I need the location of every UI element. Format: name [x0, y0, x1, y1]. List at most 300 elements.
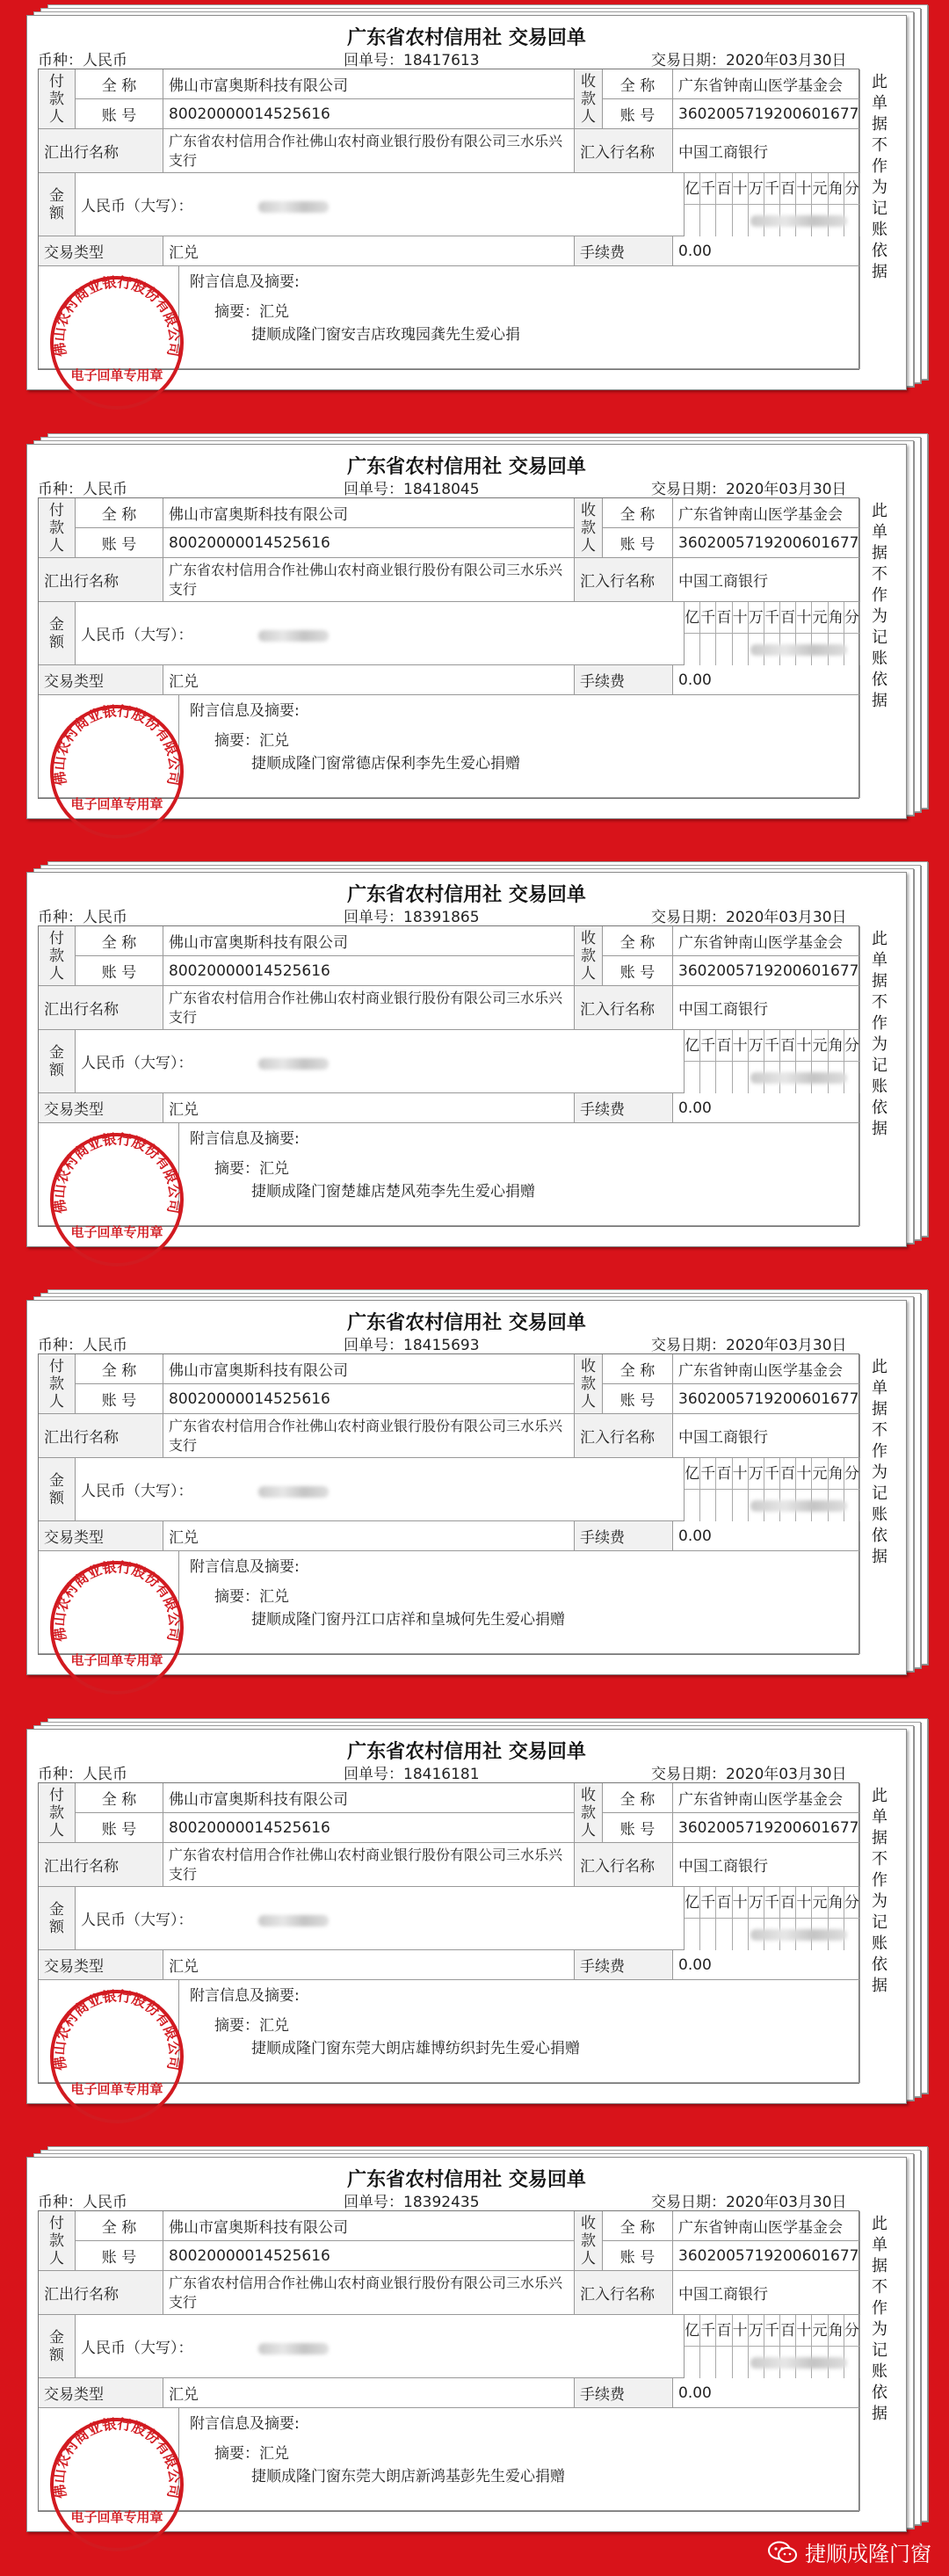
- trade-type-label: 交易类型: [39, 1093, 163, 1123]
- payer-account: 80020000014525616: [163, 1384, 575, 1414]
- payer-label-char: 付: [49, 2214, 64, 2232]
- payer-label-char: 付: [49, 72, 64, 91]
- svg-text:佛山农村商业银行股份有限公司: [51, 1130, 184, 1215]
- payee-name-label: 全 称: [603, 926, 673, 956]
- digit-header: 分: [844, 173, 860, 205]
- bank-seal-icon: [47, 1129, 187, 1270]
- payer-label-char: 款: [49, 90, 64, 108]
- receipt-number: 回单号：18417613: [344, 52, 480, 69]
- fee: 0.00: [673, 236, 860, 266]
- digit-header: 千: [764, 1030, 780, 1062]
- side-note: [862, 69, 897, 370]
- payer-name-label: 全 称: [76, 926, 163, 956]
- digit-header: 角: [829, 2315, 844, 2347]
- fee-label: 手续费: [575, 2378, 673, 2408]
- digit-header: 十: [733, 1030, 749, 1062]
- payee-name-label: 全 称: [603, 1354, 673, 1384]
- amount-label-char: 额: [49, 1918, 64, 1936]
- amount-label-char: 额: [49, 1489, 64, 1507]
- memo-text: 捷顺成隆门窗东莞大朗店雄博纺织封先生爱心捐赠: [251, 2040, 580, 2057]
- digit-header: 十: [796, 602, 812, 634]
- remit-bank-label: 汇出行名称: [39, 558, 163, 602]
- digit-header: 十: [733, 602, 749, 634]
- memo-summary: 摘要：汇兑: [214, 2017, 289, 2035]
- payee-label-char: 人: [581, 1821, 596, 1839]
- seal-ring-text: 佛山农村商业银行股份有限公司: [50, 273, 184, 359]
- digit-header: 元: [812, 1030, 828, 1062]
- receive-bank: 中国工商银行: [673, 986, 860, 1030]
- payer-label-char: 款: [49, 519, 64, 537]
- currency: 币种：人民币: [38, 52, 127, 69]
- payer-name: 佛山市富奥斯科技有限公司: [163, 69, 575, 99]
- payee-label-char: 款: [581, 1375, 596, 1393]
- digit-header: 万: [749, 1030, 764, 1062]
- watermark-text: 捷顺成隆门窗: [805, 2542, 931, 2566]
- remit-bank: 广东省农村信用合作社佛山农村商业银行股份有限公司三水乐兴支行: [163, 1843, 575, 1887]
- fee: 0.00: [673, 1950, 860, 1980]
- side-note: [862, 497, 897, 799]
- memo-label: 附言信息及摘要:: [190, 1987, 300, 2005]
- fee: 0.00: [673, 2378, 860, 2408]
- digit-cell: [685, 1919, 700, 1950]
- payer-name-label: 全 称: [76, 1354, 163, 1384]
- seal-bottom-text: 电子回单专用章: [70, 1652, 163, 1668]
- redacted-amount-digits: [750, 2357, 847, 2369]
- digit-header: 百: [780, 173, 796, 205]
- payee-label-char: 款: [581, 519, 596, 537]
- wechat-icon: [768, 2541, 798, 2564]
- side-note-char: 据: [872, 1120, 887, 1138]
- trade-type: 汇兑: [163, 1950, 575, 1980]
- side-note-char: 据: [872, 2257, 887, 2275]
- fee-label: 手续费: [575, 1521, 673, 1551]
- memo-label: 附言信息及摘要:: [190, 1558, 300, 1576]
- digit-cell: [700, 2347, 716, 2378]
- side-note-char: 不: [872, 565, 887, 584]
- receipt: [26, 1289, 914, 1673]
- memo-label: 附言信息及摘要:: [190, 1130, 300, 1148]
- seal-bottom-text: 电子回单专用章: [70, 2509, 163, 2525]
- digit-header: 十: [796, 1458, 812, 1490]
- remit-bank-label: 汇出行名称: [39, 1414, 163, 1458]
- trade-date: 交易日期：2020年03月30日: [651, 909, 847, 926]
- fee-label: 手续费: [575, 1093, 673, 1123]
- side-note-char: 单: [872, 1379, 887, 1397]
- payer-account: 80020000014525616: [163, 956, 575, 986]
- receive-bank: 中国工商银行: [673, 2271, 860, 2315]
- payer-label: [39, 2211, 76, 2271]
- side-note-char: 依: [872, 1956, 887, 1974]
- payer-label: [39, 498, 76, 558]
- side-note-char: 此: [872, 1787, 887, 1805]
- side-note-char: 据: [872, 2405, 887, 2423]
- receipt: [26, 2146, 914, 2530]
- bank-seal-icon: [47, 2414, 187, 2555]
- trade-type: 汇兑: [163, 1521, 575, 1551]
- payee-account: 3602005719200601677: [673, 1384, 860, 1414]
- side-note-char: 此: [872, 1358, 887, 1376]
- side-note-char: 记: [872, 628, 887, 647]
- digit-header: 千: [700, 173, 716, 205]
- digit-header: 百: [716, 173, 732, 205]
- remit-bank: 广东省农村信用合作社佛山农村商业银行股份有限公司三水乐兴支行: [163, 558, 575, 602]
- amount-words: 人民币（大写）：: [76, 2315, 685, 2378]
- digit-header: 元: [812, 602, 828, 634]
- payer-account: 80020000014525616: [163, 1813, 575, 1843]
- amount-label: [39, 173, 76, 236]
- amount-label: [39, 2315, 76, 2378]
- digit-header: 亿: [685, 1030, 700, 1062]
- payee-label-char: 款: [581, 947, 596, 965]
- amount-label-char: 金: [49, 2328, 64, 2347]
- receipt: [26, 433, 914, 817]
- receipt-number: 回单号：18392435: [344, 2194, 480, 2211]
- digit-cell: [700, 634, 716, 665]
- remit-bank: 广东省农村信用合作社佛山农村商业银行股份有限公司三水乐兴支行: [163, 2271, 575, 2315]
- digit-cell: [733, 1919, 749, 1950]
- trade-date: 交易日期：2020年03月30日: [651, 1766, 847, 1783]
- side-note-char: 不: [872, 1850, 887, 1869]
- payee-label-char: 收: [581, 72, 596, 91]
- receipt-sheet: [26, 872, 907, 1247]
- remit-bank: 广东省农村信用合作社佛山农村商业银行股份有限公司三水乐兴支行: [163, 1414, 575, 1458]
- digit-header: 亿: [685, 2315, 700, 2347]
- payer-label-char: 人: [49, 1392, 64, 1411]
- digit-header: 百: [780, 1030, 796, 1062]
- payee-label-char: 款: [581, 90, 596, 108]
- payer-name-label: 全 称: [76, 498, 163, 528]
- digit-header: 十: [796, 1030, 812, 1062]
- side-note-char: 为: [872, 1892, 887, 1911]
- digit-header: 十: [733, 2315, 749, 2347]
- side-note-char: 据: [872, 544, 887, 562]
- payee-account-label: 账 号: [603, 2241, 673, 2271]
- side-note-char: 依: [872, 1099, 887, 1117]
- side-note-char: 为: [872, 1035, 887, 1054]
- remit-bank: 广东省农村信用合作社佛山农村商业银行股份有限公司三水乐兴支行: [163, 129, 575, 173]
- digit-cell: [685, 2347, 700, 2378]
- side-note-char: 单: [872, 94, 887, 112]
- digit-header: 千: [764, 1458, 780, 1490]
- side-note-char: 不: [872, 136, 887, 155]
- side-note-char: 不: [872, 2278, 887, 2297]
- svg-text:佛山农村商业银行股份有限公司: [51, 702, 184, 787]
- seal-ring-text: 佛山农村商业银行股份有限公司: [50, 1130, 184, 1215]
- remit-bank-label: 汇出行名称: [39, 2271, 163, 2315]
- side-note-char: 账: [872, 649, 887, 668]
- payer-account-label: 账 号: [76, 956, 163, 986]
- side-note-char: 作: [872, 1442, 887, 1461]
- redacted-amount-digits: [750, 1500, 847, 1512]
- side-note-char: 记: [872, 2341, 887, 2360]
- payee-account-label: 账 号: [603, 956, 673, 986]
- payer-account: 80020000014525616: [163, 99, 575, 129]
- fee-label: 手续费: [575, 665, 673, 695]
- side-note-char: 记: [872, 1913, 887, 1932]
- amount-words: 人民币（大写）：: [76, 1887, 685, 1950]
- payee-label-char: 收: [581, 501, 596, 519]
- payee-account-label: 账 号: [603, 528, 673, 558]
- digit-header: 百: [780, 2315, 796, 2347]
- receive-bank: 中国工商银行: [673, 1843, 860, 1887]
- trade-type: 汇兑: [163, 2378, 575, 2408]
- payee-name: 广东省钟南山医学基金会: [673, 498, 860, 528]
- digit-header: 百: [716, 1458, 732, 1490]
- digit-header: 分: [844, 2315, 860, 2347]
- side-note-char: 记: [872, 200, 887, 218]
- payer-label-char: 付: [49, 1357, 64, 1375]
- digit-header: 角: [829, 1887, 844, 1919]
- payee-label-char: 人: [581, 2249, 596, 2268]
- amount-words: 人民币（大写）：: [76, 602, 685, 665]
- amount-label: [39, 1887, 76, 1950]
- trade-type: 汇兑: [163, 665, 575, 695]
- payee-label: [575, 926, 603, 986]
- payee-name-label: 全 称: [603, 1783, 673, 1813]
- fee-label: 手续费: [575, 236, 673, 266]
- receipt-number: 回单号：18415693: [344, 1337, 480, 1354]
- amount-label-char: 金: [49, 1043, 64, 1062]
- payer-name: 佛山市富奥斯科技有限公司: [163, 498, 575, 528]
- digit-cell: [733, 634, 749, 665]
- payer-account-label: 账 号: [76, 2241, 163, 2271]
- payee-label-char: 人: [581, 107, 596, 126]
- payee-account-label: 账 号: [603, 1384, 673, 1414]
- payee-label-char: 款: [581, 1803, 596, 1822]
- digit-cell: [685, 634, 700, 665]
- payer-label-char: 人: [49, 536, 64, 555]
- watermark: [768, 2536, 931, 2567]
- memo-text: 捷顺成隆门窗东莞大朗店新鸿基彭先生爱心捐赠: [251, 2468, 565, 2485]
- amount-label-char: 额: [49, 1061, 64, 1079]
- amount-words: 人民币（大写）：: [76, 1458, 685, 1521]
- payer-label: [39, 69, 76, 129]
- digit-header: 百: [716, 1887, 732, 1919]
- payee-label-char: 人: [581, 536, 596, 555]
- payer-account-label: 账 号: [76, 1813, 163, 1843]
- digit-cell: [685, 1490, 700, 1521]
- payee-label-char: 人: [581, 1392, 596, 1411]
- side-note-char: 为: [872, 178, 887, 197]
- redacted-amount-words: [258, 1915, 329, 1927]
- currency: 币种：人民币: [38, 1337, 127, 1354]
- digit-cell: [716, 634, 732, 665]
- digit-header: 角: [829, 173, 844, 205]
- payer-name-label: 全 称: [76, 1783, 163, 1813]
- payee-name: 广东省钟南山医学基金会: [673, 926, 860, 956]
- digit-cell: [733, 1062, 749, 1093]
- digit-cell: [716, 2347, 732, 2378]
- trade-type-label: 交易类型: [39, 236, 163, 266]
- digit-header: 元: [812, 1887, 828, 1919]
- side-note-char: 此: [872, 2215, 887, 2233]
- amount-label-char: 金: [49, 1471, 64, 1490]
- receipt-sheet: [26, 2157, 907, 2532]
- digit-header: 十: [796, 1887, 812, 1919]
- memo-label: 附言信息及摘要:: [190, 2415, 300, 2433]
- amount-words: 人民币（大写）：: [76, 173, 685, 236]
- side-note-char: 账: [872, 1506, 887, 1524]
- receive-bank-label: 汇入行名称: [575, 1414, 673, 1458]
- amount-label-char: 金: [49, 615, 64, 634]
- amount-label-char: 额: [49, 204, 64, 222]
- side-note: [862, 1782, 897, 2084]
- digit-header: 百: [780, 1887, 796, 1919]
- digit-header: 千: [700, 1458, 716, 1490]
- digit-header: 百: [716, 602, 732, 634]
- redacted-amount-digits: [750, 1929, 847, 1941]
- payer-account-label: 账 号: [76, 99, 163, 129]
- amount-label-char: 额: [49, 633, 64, 651]
- payer-label-char: 款: [49, 1375, 64, 1393]
- seal-bottom-text: 电子回单专用章: [70, 1224, 163, 1240]
- digit-header: 万: [749, 1887, 764, 1919]
- receipt-title: 广东省农村信用社 交易回单: [347, 456, 586, 478]
- payer-name: 佛山市富奥斯科技有限公司: [163, 926, 575, 956]
- digit-header: 亿: [685, 602, 700, 634]
- side-note-char: 据: [872, 263, 887, 281]
- digit-header: 百: [780, 1458, 796, 1490]
- bank-seal-icon: [47, 1557, 187, 1698]
- fee: 0.00: [673, 665, 860, 695]
- remit-bank: 广东省农村信用合作社佛山农村商业银行股份有限公司三水乐兴支行: [163, 986, 575, 1030]
- currency: 币种：人民币: [38, 909, 127, 926]
- currency: 币种：人民币: [38, 1766, 127, 1783]
- digit-header: 百: [716, 2315, 732, 2347]
- side-note-char: 此: [872, 73, 887, 91]
- digit-header: 千: [764, 1887, 780, 1919]
- memo-summary: 摘要：汇兑: [214, 1588, 289, 1606]
- side-note-char: 不: [872, 993, 887, 1012]
- side-note-char: 据: [872, 1977, 887, 1995]
- digit-cell: [716, 1062, 732, 1093]
- side-note-char: 作: [872, 157, 887, 176]
- payee-name-label: 全 称: [603, 498, 673, 528]
- side-note-char: 作: [872, 586, 887, 605]
- amount-words: 人民币（大写）：: [76, 1030, 685, 1093]
- svg-text:佛山农村商业银行股份有限公司: [51, 2415, 184, 2500]
- payee-name: 广东省钟南山医学基金会: [673, 1354, 860, 1384]
- digit-header: 分: [844, 602, 860, 634]
- amount-label-char: 金: [49, 186, 64, 205]
- currency: 币种：人民币: [38, 481, 127, 498]
- payer-label-char: 付: [49, 501, 64, 519]
- digit-header: 角: [829, 602, 844, 634]
- digit-header: 十: [733, 1458, 749, 1490]
- receipt-title: 广东省农村信用社 交易回单: [347, 1312, 586, 1334]
- receipt: [26, 4, 914, 388]
- receipt: [26, 861, 914, 1245]
- digit-header: 千: [700, 2315, 716, 2347]
- receive-bank: 中国工商银行: [673, 129, 860, 173]
- payer-label: [39, 926, 76, 986]
- digit-header: 万: [749, 602, 764, 634]
- payer-label: [39, 1783, 76, 1843]
- digit-cell: [716, 1490, 732, 1521]
- payer-label-char: 付: [49, 929, 64, 947]
- side-note-char: 账: [872, 2362, 887, 2381]
- side-note-char: 单: [872, 2236, 887, 2254]
- redacted-amount-digits: [750, 1072, 847, 1084]
- receipt-number: 回单号：18391865: [344, 909, 480, 926]
- side-note: [862, 2210, 897, 2512]
- digit-header: 千: [764, 602, 780, 634]
- side-note-char: 为: [872, 2320, 887, 2339]
- payee-label: [575, 1783, 603, 1843]
- payee-label-char: 收: [581, 1357, 596, 1375]
- memo-summary: 摘要：汇兑: [214, 1160, 289, 1178]
- digit-header: 千: [764, 2315, 780, 2347]
- side-note-char: 据: [872, 972, 887, 990]
- side-note-char: 作: [872, 1871, 887, 1890]
- memo-summary: 摘要：汇兑: [214, 732, 289, 750]
- bank-seal-icon: [47, 701, 187, 842]
- side-note-char: 账: [872, 1078, 887, 1096]
- svg-text:佛山农村商业银行股份有限公司: [51, 1987, 184, 2072]
- digit-cell: [733, 1490, 749, 1521]
- seal-bottom-text: 电子回单专用章: [70, 2081, 163, 2097]
- payee-account: 3602005719200601677: [673, 1813, 860, 1843]
- side-note: [862, 1353, 897, 1655]
- redacted-amount-words: [258, 1058, 329, 1070]
- digit-header: 分: [844, 1887, 860, 1919]
- side-note-char: 为: [872, 1463, 887, 1482]
- side-note-char: 此: [872, 930, 887, 948]
- payee-label-char: 收: [581, 2214, 596, 2232]
- memo-label: 附言信息及摘要:: [190, 702, 300, 720]
- digit-cell: [733, 2347, 749, 2378]
- seal-ring-text: 佛山农村商业银行股份有限公司: [50, 2415, 184, 2500]
- side-note: [862, 925, 897, 1227]
- payee-label-char: 收: [581, 1786, 596, 1804]
- side-note-char: 依: [872, 671, 887, 689]
- digit-header: 千: [700, 1030, 716, 1062]
- receive-bank-label: 汇入行名称: [575, 2271, 673, 2315]
- receive-bank-label: 汇入行名称: [575, 129, 673, 173]
- receipt-title: 广东省农村信用社 交易回单: [347, 27, 586, 49]
- digit-header: 元: [812, 173, 828, 205]
- trade-type-label: 交易类型: [39, 1950, 163, 1980]
- currency: 币种：人民币: [38, 2194, 127, 2211]
- memo-summary: 摘要：汇兑: [214, 303, 289, 321]
- fee: 0.00: [673, 1521, 860, 1551]
- redacted-amount-digits: [750, 644, 847, 656]
- receipt-title: 广东省农村信用社 交易回单: [347, 2169, 586, 2191]
- trade-date: 交易日期：2020年03月30日: [651, 52, 847, 69]
- payer-account-label: 账 号: [76, 528, 163, 558]
- payee-label: [575, 2211, 603, 2271]
- payer-name: 佛山市富奥斯科技有限公司: [163, 1783, 575, 1813]
- amount-label-char: 金: [49, 1900, 64, 1919]
- side-note-char: 此: [872, 502, 887, 520]
- receipt-title: 广东省农村信用社 交易回单: [347, 1741, 586, 1763]
- trade-type: 汇兑: [163, 1093, 575, 1123]
- digit-header: 分: [844, 1030, 860, 1062]
- payee-label-char: 收: [581, 929, 596, 947]
- side-note-char: 记: [872, 1056, 887, 1075]
- payer-label-char: 款: [49, 1803, 64, 1822]
- payee-account-label: 账 号: [603, 1813, 673, 1843]
- amount-label: [39, 602, 76, 665]
- payee-account: 3602005719200601677: [673, 956, 860, 986]
- digit-cell: [700, 205, 716, 236]
- payee-name: 广东省钟南山医学基金会: [673, 1783, 860, 1813]
- digit-header: 千: [700, 602, 716, 634]
- seal-bottom-text: 电子回单专用章: [70, 367, 163, 383]
- receipt-sheet: [26, 15, 907, 390]
- memo-text: 捷顺成隆门窗安吉店玫瑰园龚先生爱心捐: [251, 326, 520, 344]
- digit-header: 百: [716, 1030, 732, 1062]
